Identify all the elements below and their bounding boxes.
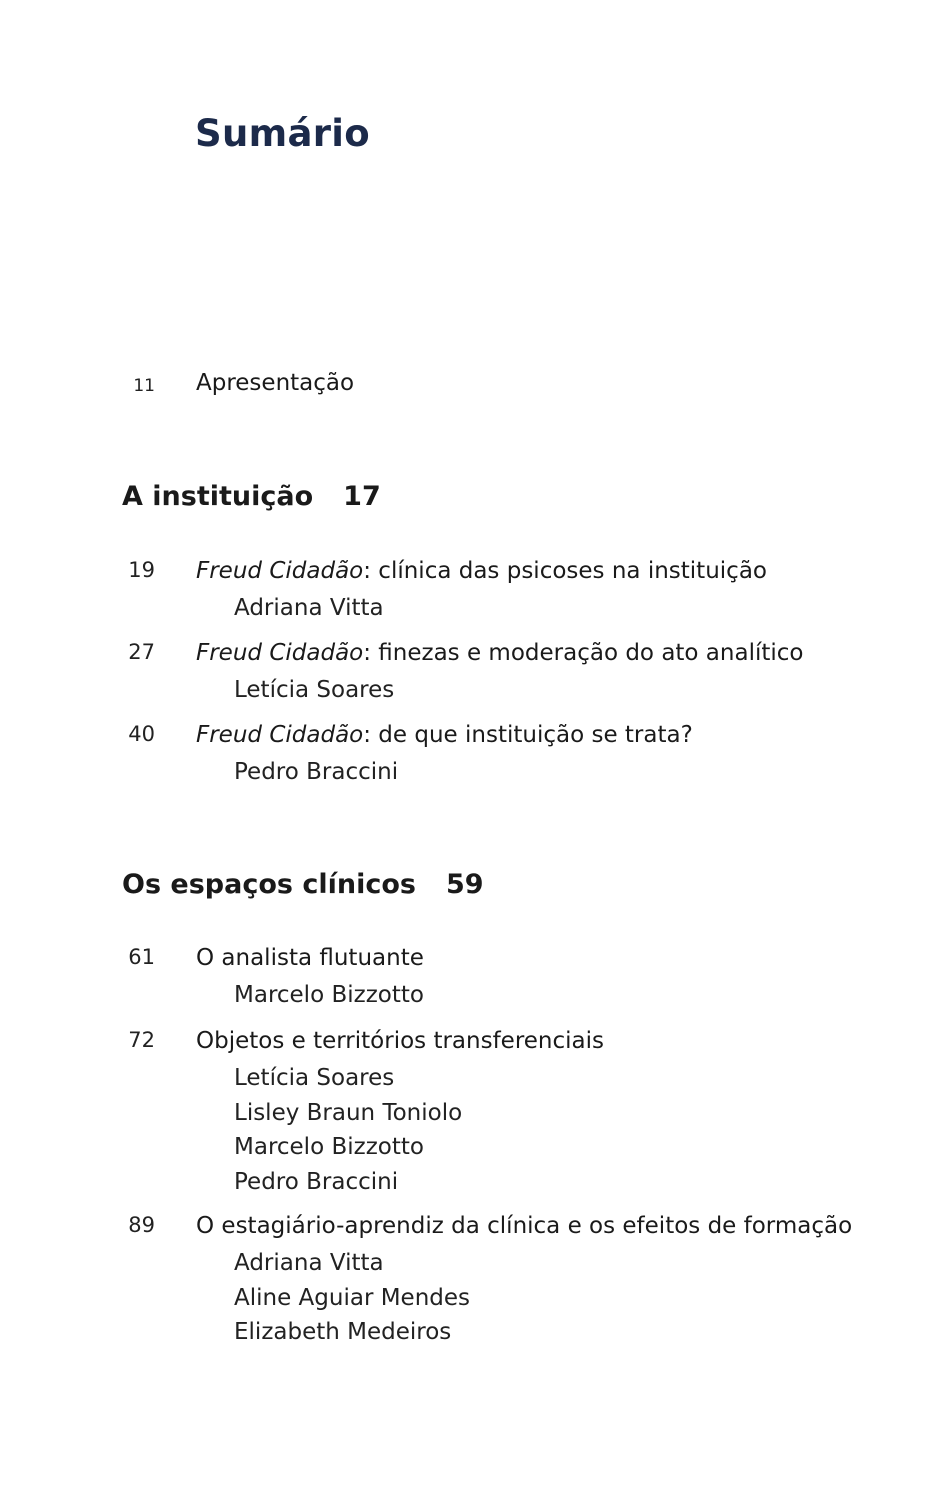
entry-authors [234, 591, 384, 626]
author: Marcelo Bizzotto [234, 1134, 424, 1160]
entry-title-rest: : clínica das psicoses na instituição [363, 558, 767, 584]
section-page-number: 17 [343, 481, 381, 512]
entry-title [196, 722, 693, 748]
entry-title: Objetos e territórios transferenciais [196, 1028, 605, 1054]
entry-authors [234, 755, 398, 790]
entry-authors [234, 978, 424, 1013]
author: Marcelo Bizzotto [234, 982, 424, 1008]
entry-title: Apresentação [196, 370, 355, 396]
author: Pedro Braccini [234, 759, 399, 785]
page-title: Sumário [195, 112, 370, 155]
author: Aline Aguiar Mendes [234, 1284, 471, 1311]
section-heading [122, 481, 381, 512]
page-number: 40 [128, 722, 155, 746]
entry-authors [234, 1246, 470, 1350]
author: Adriana Vitta [234, 595, 384, 621]
section-title: A instituição [122, 481, 314, 512]
author: Adriana Vitta [234, 1250, 384, 1276]
author: Lisley Braun Toniolo [234, 1099, 463, 1126]
entry-title: O analista flutuante [196, 945, 424, 971]
page-number: 11 [133, 376, 155, 396]
section-page-number: 59 [446, 869, 484, 900]
entry-title [196, 558, 767, 584]
section-heading [122, 869, 484, 900]
entry-title-italic: Freud Cidadão [196, 722, 364, 748]
entry-title [196, 640, 803, 666]
author: Letícia Soares [234, 1065, 395, 1091]
entry-authors [234, 1061, 462, 1199]
page-number: 27 [128, 640, 155, 664]
entry-title-rest: : finezas e moderação do ato analítico [363, 640, 804, 666]
page-number: 61 [128, 945, 155, 969]
entry-title-rest: : de que instituição se trata? [363, 722, 693, 748]
entry-title-italic: Freud Cidadão [196, 558, 364, 584]
section-title: Os espaços clínicos [122, 869, 416, 900]
author: Pedro Braccini [234, 1168, 399, 1195]
page-number: 19 [128, 558, 155, 582]
entry-authors [234, 673, 394, 708]
entry-title: O estagiário-aprendiz da clínica e os efeitos de formação [196, 1213, 853, 1239]
author: Letícia Soares [234, 677, 395, 703]
page-number: 72 [128, 1028, 155, 1052]
author: Elizabeth Medeiros [234, 1319, 452, 1345]
page-number: 89 [128, 1213, 155, 1237]
entry-title-italic: Freud Cidadão [196, 640, 364, 666]
